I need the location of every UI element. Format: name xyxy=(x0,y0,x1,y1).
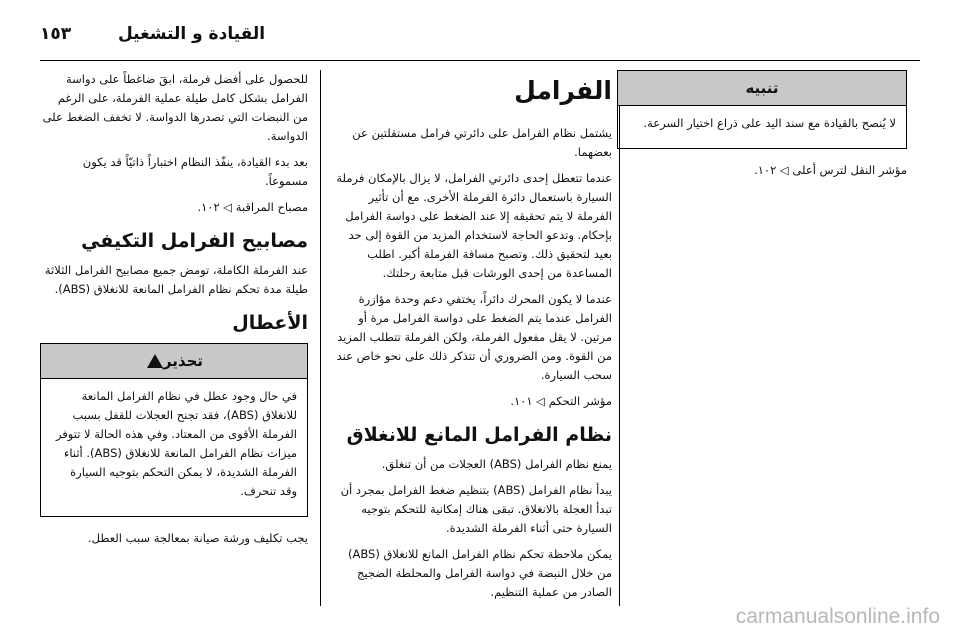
brakes-paragraph: عندما تتعطل إحدى دائرتي الفرامل، لا يزال بالإمكان فرملة السيارة باستعمال دائرة الفرملة الأخرى. مع أن تأثير الفرملة لا يتم تحقيقه إلا عند الضغط على دواسة الفرامل بإحكام. وتدعو الحاجة لاستخدام المزيد من القوة إلى حد بعيد لتحقيق ذلك. وتصبح مسافة الفرملة أكبر. اطلب المساعدة من إحدى الورشات قبل متابعة رحلتك. xyxy=(336,171,612,280)
middle-column xyxy=(334,72,612,609)
faults-heading: الأعطال xyxy=(232,312,308,334)
column-divider xyxy=(320,70,321,606)
warning-light-reference: مصباح المراقبة ◁ ١٠٢. xyxy=(197,200,308,214)
braking-paragraph: للحصول على أفضل فرملة، ابقَ ضاغطاً على دواسة الفرامل بشكل كامل طيلة عملية الفرملة، على الرغم من النبضات التي تصدرها الدواسة. لا تخفف الضغط على الدواسة. xyxy=(42,72,308,143)
notice-body: لا يُنصح بالقيادة مع سند اليد على ذراع اختيار السرعة. xyxy=(643,116,896,130)
watermark: carmanualsonline.info xyxy=(735,605,940,628)
brakes-heading: الفرامل xyxy=(514,76,612,105)
abs-paragraph: يمكن ملاحظة تحكم نظام الفرامل المانع للانغلاق (ABS) من خلال النبضة في دواسة الفرامل والمحلطة الضجيج الصادر من عملية التنظيم. xyxy=(347,547,612,599)
notice-title: تنبيه xyxy=(618,71,906,106)
warning-triangle-icon xyxy=(147,354,163,368)
gear-shift-reference: مؤشر النقل لترس أعلى ◁ ١٠٢. xyxy=(754,163,907,177)
warning-box xyxy=(40,343,308,517)
right-column xyxy=(617,70,907,187)
abs-paragraph: يبدأ نظام الفرامل (ABS) بتنظيم ضغط الفرامل بمجرد أن تبدأ العجلة بالانغلاق. تبقى هناك إمكانية للتحكم بتوجيه السيارة حتى أثناء الفرملة الشديدة. xyxy=(340,483,612,535)
abs-paragraph: يمنع نظام الفرامل (ABS) العجلات من أن تنغلق. xyxy=(381,457,612,471)
brakes-paragraph: عندما لا يكون المحرك دائراً، يختفي دعم وحدة مؤازرة الفرامل عندما يتم الضغط على دواسة الفرامل مرة أو مرتين. لا يقل مفعول الفرملة، ولكن الفرملة تتطلب المزيد من القوة. ومن الضروري أن تتذكر ذلك على نحو خاص عند سحب السيارة. xyxy=(336,292,612,382)
brakes-paragraph: يشتمل نظام الفرامل على دائرتي فرامل مستقلتين عن بعضهما. xyxy=(352,126,612,159)
page-number: ١٥٣ xyxy=(40,24,72,44)
repair-paragraph: يجب تكليف ورشة صيانة بمعالجة سبب العطل. xyxy=(87,531,308,545)
warning-header xyxy=(41,344,307,379)
page-header xyxy=(0,0,960,60)
warning-title: تحذير xyxy=(162,352,204,370)
adaptive-paragraph: عند الفرملة الكاملة، تومض جميع مصابيح الفرامل الثلاثة طيلة مدة تحكم نظام الفرامل المانعة للانغلاق (ABS). xyxy=(44,263,308,296)
header-rule xyxy=(40,60,920,61)
notice-box xyxy=(617,70,907,149)
self-test-paragraph: بعد بدء القيادة، ينفّذ النظام اختباراً ذاتيّاً قد يكون مسموعاً. xyxy=(82,155,308,188)
warning-body: في حال وجود عطل في نظام الفرامل المانعة للانغلاق (ABS)، فقد تجنح العجلات للقفل بسبب الفرملة الأقوى من المعتاد. وفي هذه الحالة لا تتوفر ميزات نظام الفرامل المانعة للانغلاق (ABS). أثناء الفرملة الشديدة، لا يمكن التحكم بتوجيه السيارة وقد تنحرف. xyxy=(55,389,297,498)
adaptive-brake-lights-heading: مصابيح الفرامل التكيفي xyxy=(81,230,308,252)
control-indicator-reference: مؤشر التحكم ◁ ١٠١. xyxy=(510,394,612,408)
chapter-title: القيادة و التشغيل xyxy=(118,24,266,44)
left-column xyxy=(40,70,308,555)
abs-heading: نظام الفرامل المانع للانغلاق xyxy=(346,424,612,446)
